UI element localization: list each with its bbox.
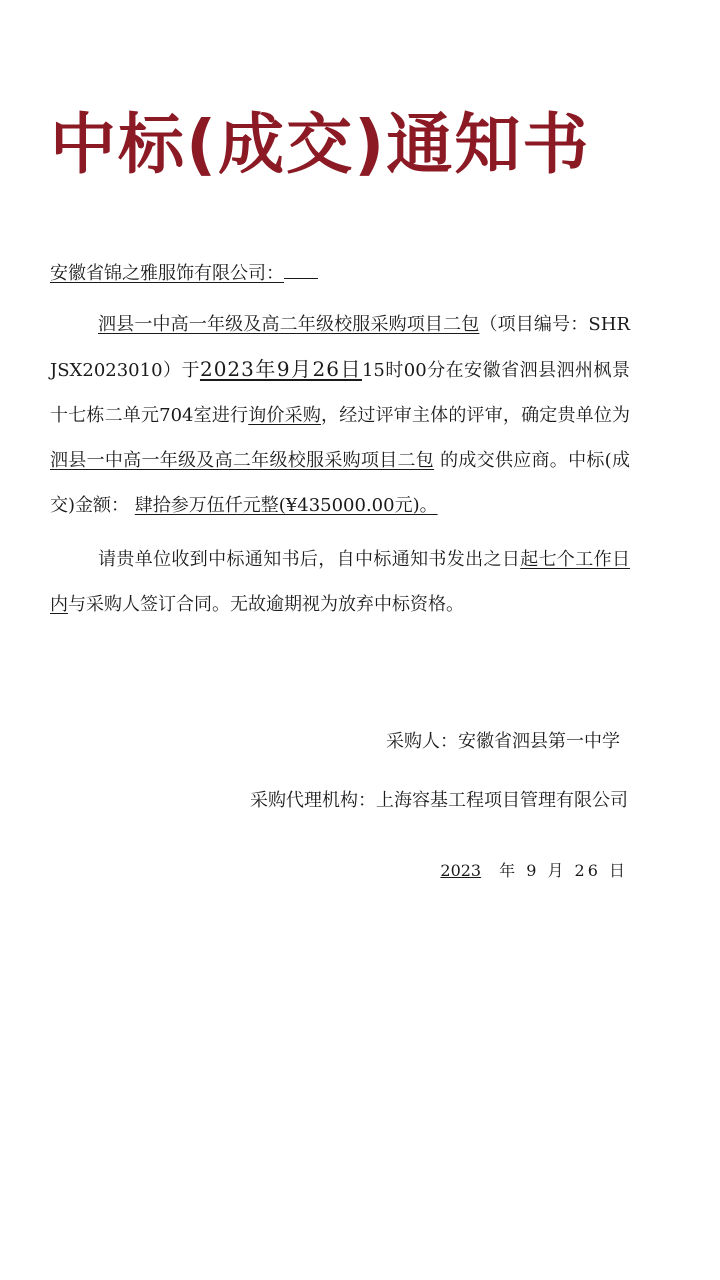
document-title: 中标(成交)通知书 xyxy=(50,106,591,183)
addressee xyxy=(50,258,318,289)
review-text: ，经过评审主体的评审，确定贵单位为 xyxy=(321,405,631,426)
paragraph-contract xyxy=(50,537,630,627)
issue-month-day: 年 9 月 26 日 xyxy=(499,861,628,880)
contract-deadline: 起七个工作日 内 xyxy=(50,549,631,615)
contract-intro: 请贵单位收到中标通知书后，自中标通知书发出之日 xyxy=(98,549,521,570)
time-location: 15时00分在安徽省泗县泗州枫景十七栋二单元704室进行 xyxy=(50,360,630,426)
supplier-text: 的成交供应商。中标(成交)金额： xyxy=(50,450,630,516)
paragraph-award xyxy=(50,302,630,528)
notice-body xyxy=(50,302,630,627)
winner-project: 泗县一中高一年级及高二年级校服采购项目二包 xyxy=(50,450,435,471)
project-name: 泗县一中高一年级及高二年级校服采购项目二包 xyxy=(98,314,480,335)
agent-signature xyxy=(250,786,628,816)
addressee-underline xyxy=(284,258,318,279)
procurement-method: 询价采购 xyxy=(248,405,322,426)
project-number: （项目编号：SHRJSX2023010）于 xyxy=(50,314,630,381)
addressee-name: 安徽省锦之雅服饰有限公司： xyxy=(50,263,284,284)
contract-ending: 与采购人签订合同。无故逾期视为放弃中标资格。 xyxy=(68,594,464,615)
buyer-signature xyxy=(386,727,620,757)
award-amount: 肆拾参万伍仟元整(¥435000.00元)。 xyxy=(134,495,438,516)
buyer-name: 安徽省泗县第一中学 xyxy=(458,731,620,752)
issue-date xyxy=(440,857,628,885)
issue-year: 2023 xyxy=(440,861,482,880)
agent-name: 上海容基工程项目管理有限公司 xyxy=(376,790,628,811)
review-date: 2023年9月26日 xyxy=(199,357,362,381)
buyer-label: 采购人： xyxy=(386,731,458,752)
agent-label: 采购代理机构： xyxy=(250,790,376,811)
